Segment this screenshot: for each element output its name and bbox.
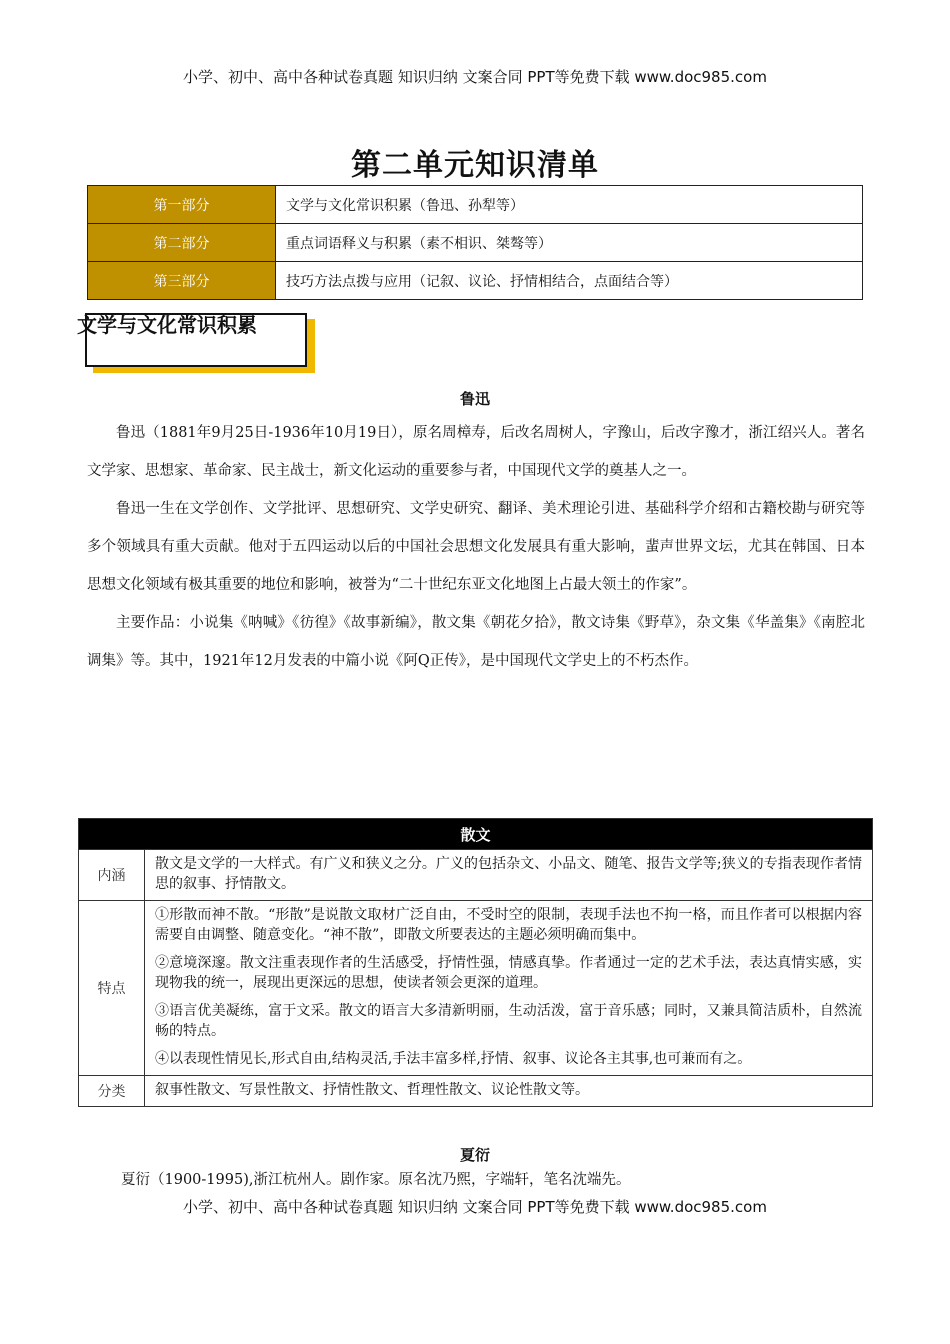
luxun-heading: 鲁迅	[459, 390, 490, 408]
sanwen-table-heading: 散文	[79, 819, 873, 850]
toc-row	[88, 224, 863, 262]
toc-section-desc: 重点词语释义与积累（素不相识、桀骜等）	[276, 224, 863, 262]
sanwen-row-content	[145, 850, 873, 901]
sanwen-row	[79, 850, 873, 901]
toc-section-desc: 技巧方法点拨与应用（记叙、议论、抒情相结合，点面结合等）	[276, 262, 863, 300]
sanwen-item: ③语言优美凝练，富于文采。散文的语言大多清新明丽，生动活泼，富于音乐感；同时，又兼具简洁质朴，自然流畅的特点。	[155, 1003, 862, 1039]
luxun-paragraph: 主要作品：小说集《呐喊》《彷徨》《故事新编》，散文集《朝花夕拾》，散文诗集《野草》，杂文集《华盖集》《南腔北调集》等。其中，1921年12月发表的中篇小说《阿Q正传》，是中国现代文学史上的不朽杰作。	[87, 615, 865, 669]
page-footer: 小学、初中、高中各种试卷真题 知识归纳 文案合同 PPT等免费下载 www.doc985.com	[183, 1198, 767, 1216]
sanwen-table	[78, 818, 873, 1107]
toc-section-label: 第三部分	[88, 262, 276, 300]
toc-row	[88, 186, 863, 224]
xiayan-heading: 夏衍	[459, 1146, 490, 1164]
sanwen-item: 散文是文学的一大样式。有广义和狭义之分。广义的包括杂文、小品文、随笔、报告文学等;狭义的专指表现作者情思的叙事、抒情散文。	[155, 856, 862, 892]
sanwen-item: ①形散而神不散。“形散”是说散文取材广泛自由，不受时空的限制，表现手法也不拘一格，而且作者可以根据内容需要自由调整、随意变化。“神不散”，即散文所要表达的主题必须明确而集中。	[155, 907, 862, 943]
toc-section-desc: 文学与文化常识积累（鲁迅、孙犁等）	[276, 186, 863, 224]
sanwen-item: ④以表现性情见长,形式自由,结构灵活,手法丰富多样,抒情、叙事、议论各主其事,也可兼而有之。	[155, 1051, 752, 1067]
sanwen-row-label: 分类	[79, 1076, 145, 1107]
toc-section-label: 第二部分	[88, 224, 276, 262]
luxun-body	[87, 414, 865, 680]
section-heading-box	[77, 313, 307, 367]
luxun-paragraph: 鲁迅一生在文学创作、文学批评、思想研究、文学史研究、翻译、美术理论引进、基础科学介绍和古籍校勘与研究等多个领域具有重大贡献。他对于五四运动以后的中国社会思想文化发展具有重大影响，蜚声世界文坛，尤其在韩国、日本思想文化领域有极其重要的地位和影响，被誉为“二十世纪东亚文化地图上占最大领土的作家”。	[87, 501, 865, 593]
sanwen-item: 叙事性散文、写景性散文、抒情性散文、哲理性散文、议论性散文等。	[155, 1082, 589, 1098]
sanwen-row-content	[145, 1076, 873, 1107]
xiayan-paragraph: 夏衍（1900-1995),浙江杭州人。剧作家。原名沈乃熙，字端轩，笔名沈端先。	[121, 1172, 631, 1188]
toc-table	[87, 185, 863, 300]
page-title: 第二单元知识清单	[351, 148, 599, 183]
sanwen-row-label: 特点	[79, 901, 145, 1076]
section-heading: 文学与文化常识积累	[77, 313, 257, 337]
sanwen-row-content	[145, 901, 873, 1076]
luxun-paragraph: 鲁迅（1881年9月25日-1936年10月19日），原名周樟寿，后改名周树人，字豫山，后改字豫才，浙江绍兴人。著名文学家、思想家、革命家、民主战士，新文化运动的重要参与者，中国现代文学的奠基人之一。	[87, 425, 865, 479]
toc-row	[88, 262, 863, 300]
xiayan-body	[92, 1169, 870, 1191]
toc-section-label: 第一部分	[88, 186, 276, 224]
sanwen-row	[79, 1076, 873, 1107]
sanwen-row	[79, 901, 873, 1076]
page-header: 小学、初中、高中各种试卷真题 知识归纳 文案合同 PPT等免费下载 www.doc985.com	[183, 68, 767, 86]
sanwen-row-label: 内涵	[79, 850, 145, 901]
sanwen-item: ②意境深邃。散文注重表现作者的生活感受，抒情性强，情感真挚。作者通过一定的艺术手法，表达真情实感，实现物我的统一，展现出更深远的思想，使读者领会更深的道理。	[155, 955, 862, 991]
